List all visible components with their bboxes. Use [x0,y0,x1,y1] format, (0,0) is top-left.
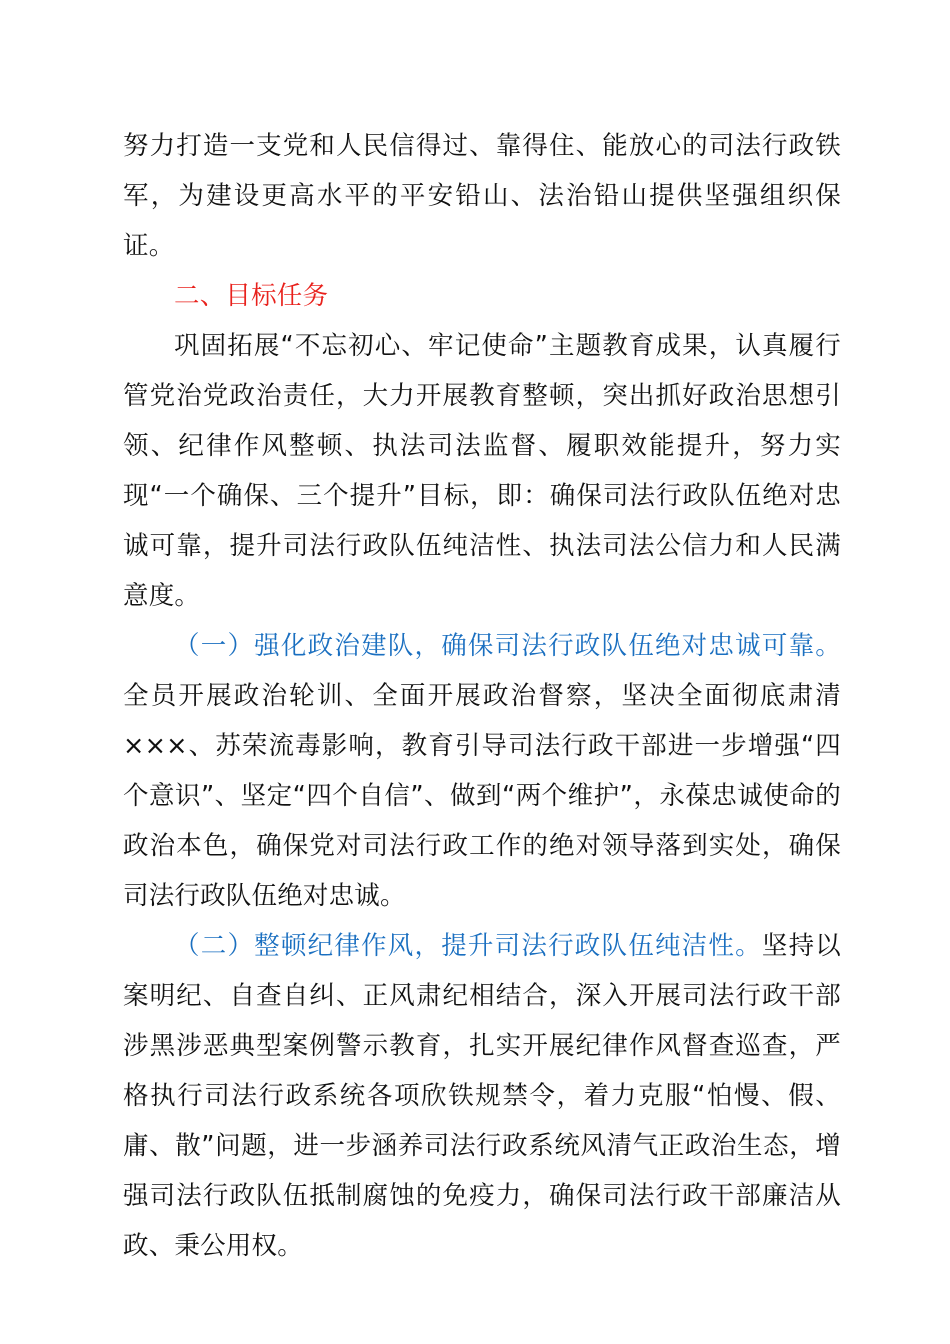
item-2-body: 坚持以案明纪、自查自纠、正风肃纪相结合，深入开展司法行政干部涉黑涉恶典型案例警示教育，扎实开展纪律作风督查巡查，严格执行司法行政系统各项欣铁规禁令，着力克服“怕慢、假、庸、散”问题，进一步涵养司法行政系统风清气正政治生态，增强司法行政队伍抵制腐蚀的免疫力，确保司法行政干部廉洁从政、秉公用权。 [123,931,842,1261]
item-1-body: 全员开展政治轮训、全面开展政治督察，坚决全面彻底肃清×××、苏荣流毒影响，教育引导司法行政干部进一步增强“四个意识”、坚定“四个自信”、做到“两个维护”，永葆忠诚使命的政治本色，确保党对司法行政工作的绝对领导落到实处，确保司法行政队伍绝对忠诚。 [123,681,841,911]
continued-paragraph: 努力打造一支党和人民信得过、靠得住、能放心的司法行政铁军，为建设更高水平的平安铅山、法治铅山提供坚强组织保证。 [123,131,841,261]
document-page [123,121,841,1271]
item-2-heading: （二）整顿纪律作风，提升司法行政队伍纯洁性。 [174,931,762,961]
goal-paragraph: 巩固拓展“不忘初心、牢记使命”主题教育成果，认真履行管党治党政治责任，大力开展教育整顿，突出抓好政治思想引领、纪律作风整顿、执法司法监督、履职效能提升，努力实现“一个确保、三个提升”目标，即：确保司法行政队伍绝对忠诚可靠，提升司法行政队伍纯洁性、执法司法公信力和人民满意度。 [123,331,841,611]
item-1-heading: （一）强化政治建队，确保司法行政队伍绝对忠诚可靠。 [174,631,841,661]
section-heading-goals: 二、目标任务 [174,281,329,311]
item-1-paragraph [123,621,841,921]
item-2-paragraph [123,921,841,1271]
